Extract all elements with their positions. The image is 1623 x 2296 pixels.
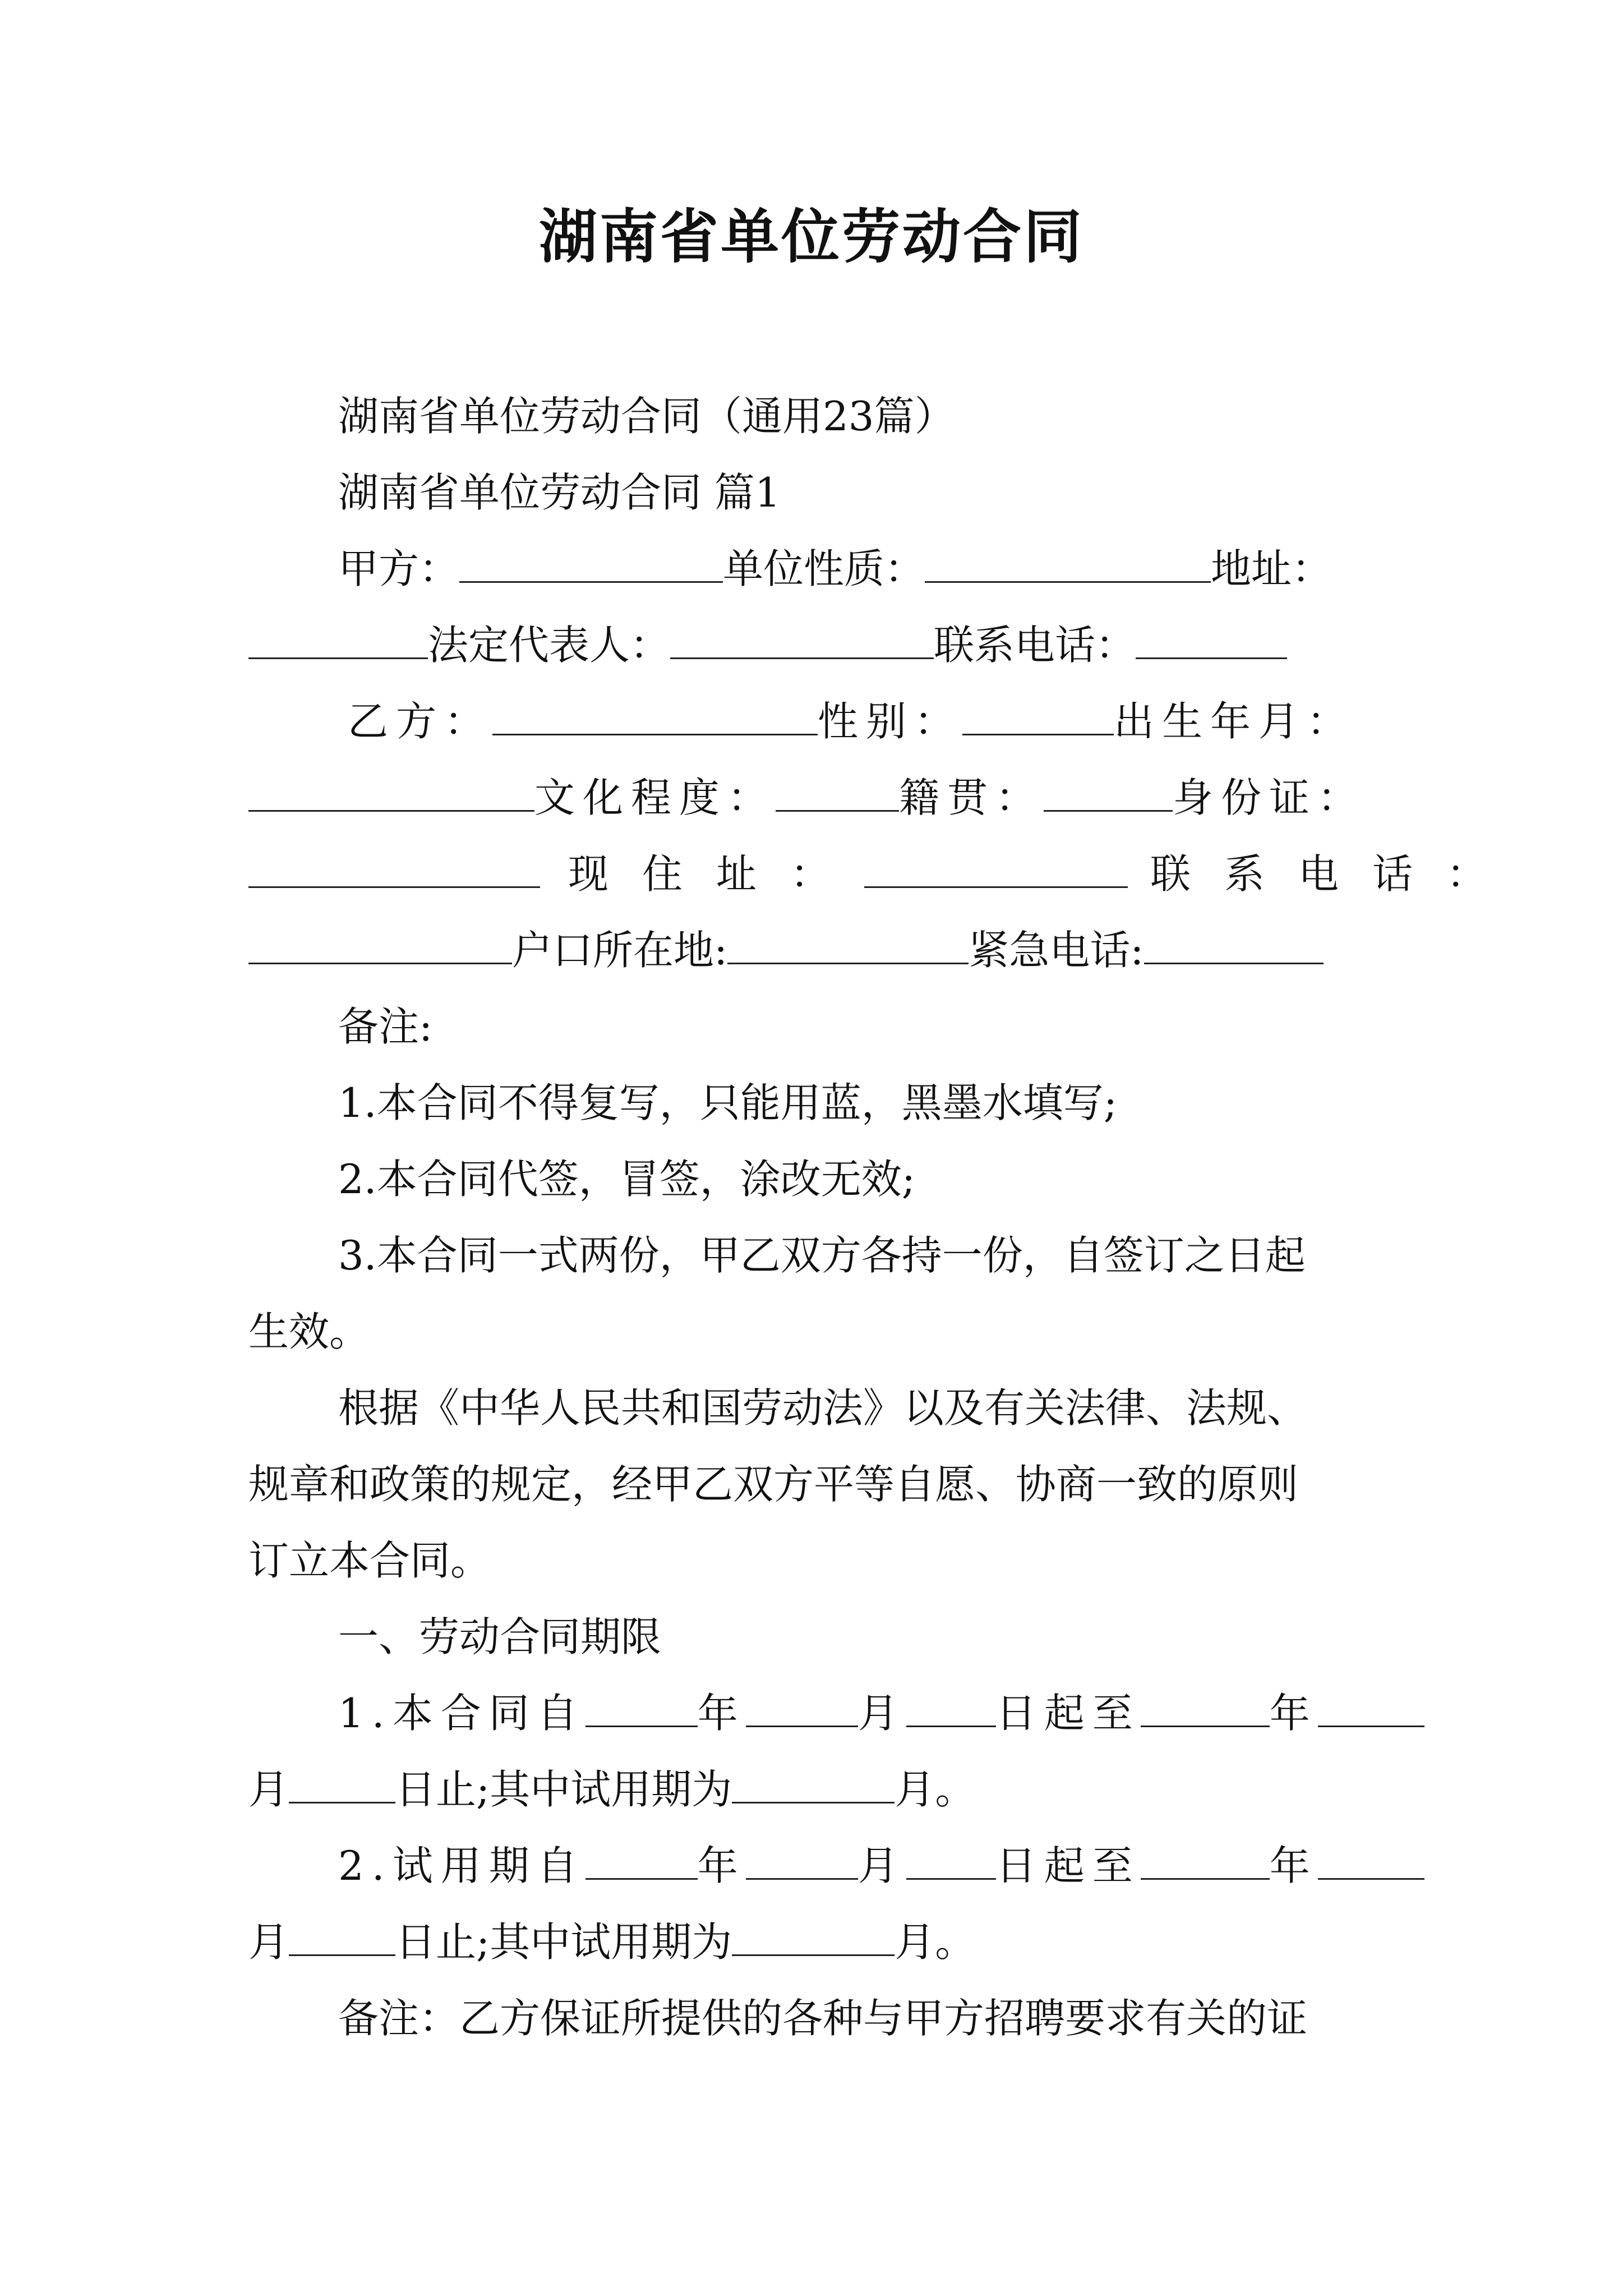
party-a-label: 甲方： — [338, 545, 460, 592]
note-3: 3.本合同一式两份，甲乙双方各持一份，自签订之日起 — [338, 1232, 1306, 1279]
final-note: 备注：乙方保证所提供的各种与甲方招聘要求有关的证 — [338, 1995, 1308, 2042]
subtitle: 湖南省单位劳动合同（通用23篇） — [338, 393, 955, 440]
section-1-heading: 一、劳动合同期限 — [338, 1613, 662, 1660]
day-from-label: 日起至 — [995, 1842, 1141, 1889]
month-end-label: 月。 — [895, 1766, 976, 1813]
party-a-line-2 — [248, 618, 1387, 672]
emergency-phone-label: 紧急电话: — [969, 927, 1144, 974]
note-3-continued: 生效。 — [248, 1308, 370, 1355]
unit-nature-label: 单位性质： — [723, 545, 925, 592]
month-end-label: 月。 — [895, 1918, 976, 1966]
blank-field[interactable] — [459, 547, 723, 583]
blank-field[interactable] — [1044, 776, 1173, 812]
legal-rep-label: 法定代表人： — [428, 622, 671, 669]
chapter-heading: 湖南省单位劳动合同 篇1 — [338, 469, 781, 516]
year-label: 年 — [697, 1690, 746, 1737]
education-label: 文化程度： — [534, 774, 776, 821]
party-a-line — [338, 542, 1387, 596]
blank-field[interactable] — [585, 1692, 698, 1727]
blank-field[interactable] — [492, 700, 818, 735]
day-from-label: 日起至 — [995, 1690, 1141, 1737]
gender-label: 性别： — [818, 698, 963, 745]
blank-field[interactable] — [248, 624, 428, 659]
year-label: 年 — [1269, 1690, 1318, 1737]
blank-field[interactable] — [670, 624, 934, 659]
blank-field[interactable] — [1318, 1844, 1424, 1880]
day-to-label: 日止;其中试用期为 — [395, 1766, 732, 1813]
probation-prefix: 2.试用期自 — [338, 1842, 585, 1889]
blank-field[interactable] — [289, 1768, 395, 1803]
blank-field[interactable] — [727, 929, 969, 964]
party-b-line-2 — [248, 771, 1387, 825]
blank-field[interactable] — [776, 776, 899, 812]
native-place-label: 籍贯： — [899, 774, 1044, 821]
contract-term-line-2 — [248, 1763, 1387, 1816]
party-b-phone-label: 联系电话： — [1150, 850, 1521, 898]
blank-field[interactable] — [746, 1844, 858, 1880]
blank-field[interactable] — [732, 1921, 895, 1956]
month-label: 月 — [857, 1690, 906, 1737]
party-b-label: 乙方： — [348, 698, 493, 745]
id-card-label: 身份证： — [1173, 774, 1366, 821]
year-label: 年 — [697, 1842, 746, 1889]
blank-field[interactable] — [906, 1844, 996, 1880]
blank-field[interactable] — [585, 1844, 698, 1880]
document-title: 湖南省单位劳动合同 — [538, 202, 1084, 271]
blank-field[interactable] — [1141, 1692, 1270, 1727]
blank-field[interactable] — [1318, 1692, 1424, 1727]
party-b-line-4 — [248, 923, 1387, 977]
intro-line-2: 规章和政策的规定，经甲乙双方平等自愿、协商一致的原则 — [248, 1461, 1299, 1508]
blank-field[interactable] — [962, 700, 1114, 735]
note-1: 1.本合同不得复写，只能用蓝，黑墨水填写; — [338, 1079, 1117, 1126]
blank-field[interactable] — [864, 853, 1128, 888]
month-label: 月 — [857, 1842, 906, 1889]
notes-heading: 备注: — [338, 1003, 433, 1050]
blank-field[interactable] — [746, 1692, 858, 1727]
contract-term-line — [338, 1686, 1387, 1740]
probation-line — [338, 1839, 1387, 1893]
party-b-line-3 — [248, 847, 1521, 901]
blank-field[interactable] — [248, 853, 540, 888]
contract-term-prefix: 1.本合同自 — [338, 1690, 585, 1737]
blank-field[interactable] — [925, 547, 1211, 583]
intro-line-1: 根据《中华人民共和国劳动法》以及有关法律、法规、 — [338, 1384, 1308, 1432]
blank-field[interactable] — [1136, 624, 1287, 659]
day-to-label: 日止;其中试用期为 — [395, 1918, 732, 1966]
party-b-line — [348, 694, 1486, 748]
blank-field[interactable] — [289, 1921, 395, 1956]
intro-line-3: 订立本合同。 — [248, 1537, 491, 1584]
blank-field[interactable] — [1141, 1844, 1270, 1880]
address-label: 地址： — [1211, 545, 1332, 592]
blank-field[interactable] — [248, 776, 534, 812]
month-label: 月 — [248, 1918, 289, 1966]
note-2: 2.本合同代签，冒签，涂改无效; — [338, 1156, 915, 1203]
birth-label: 出生年月： — [1114, 698, 1355, 745]
hukou-label: 户口所在地: — [512, 927, 728, 974]
blank-field[interactable] — [1144, 929, 1324, 964]
blank-field[interactable] — [732, 1768, 895, 1803]
party-a-phone-label: 联系电话： — [934, 622, 1136, 669]
blank-field[interactable] — [906, 1692, 996, 1727]
blank-field[interactable] — [248, 929, 512, 964]
residence-label: 现住址： — [568, 850, 865, 898]
month-label: 月 — [248, 1766, 289, 1813]
year-label: 年 — [1269, 1842, 1318, 1889]
probation-line-2 — [248, 1915, 1387, 1969]
